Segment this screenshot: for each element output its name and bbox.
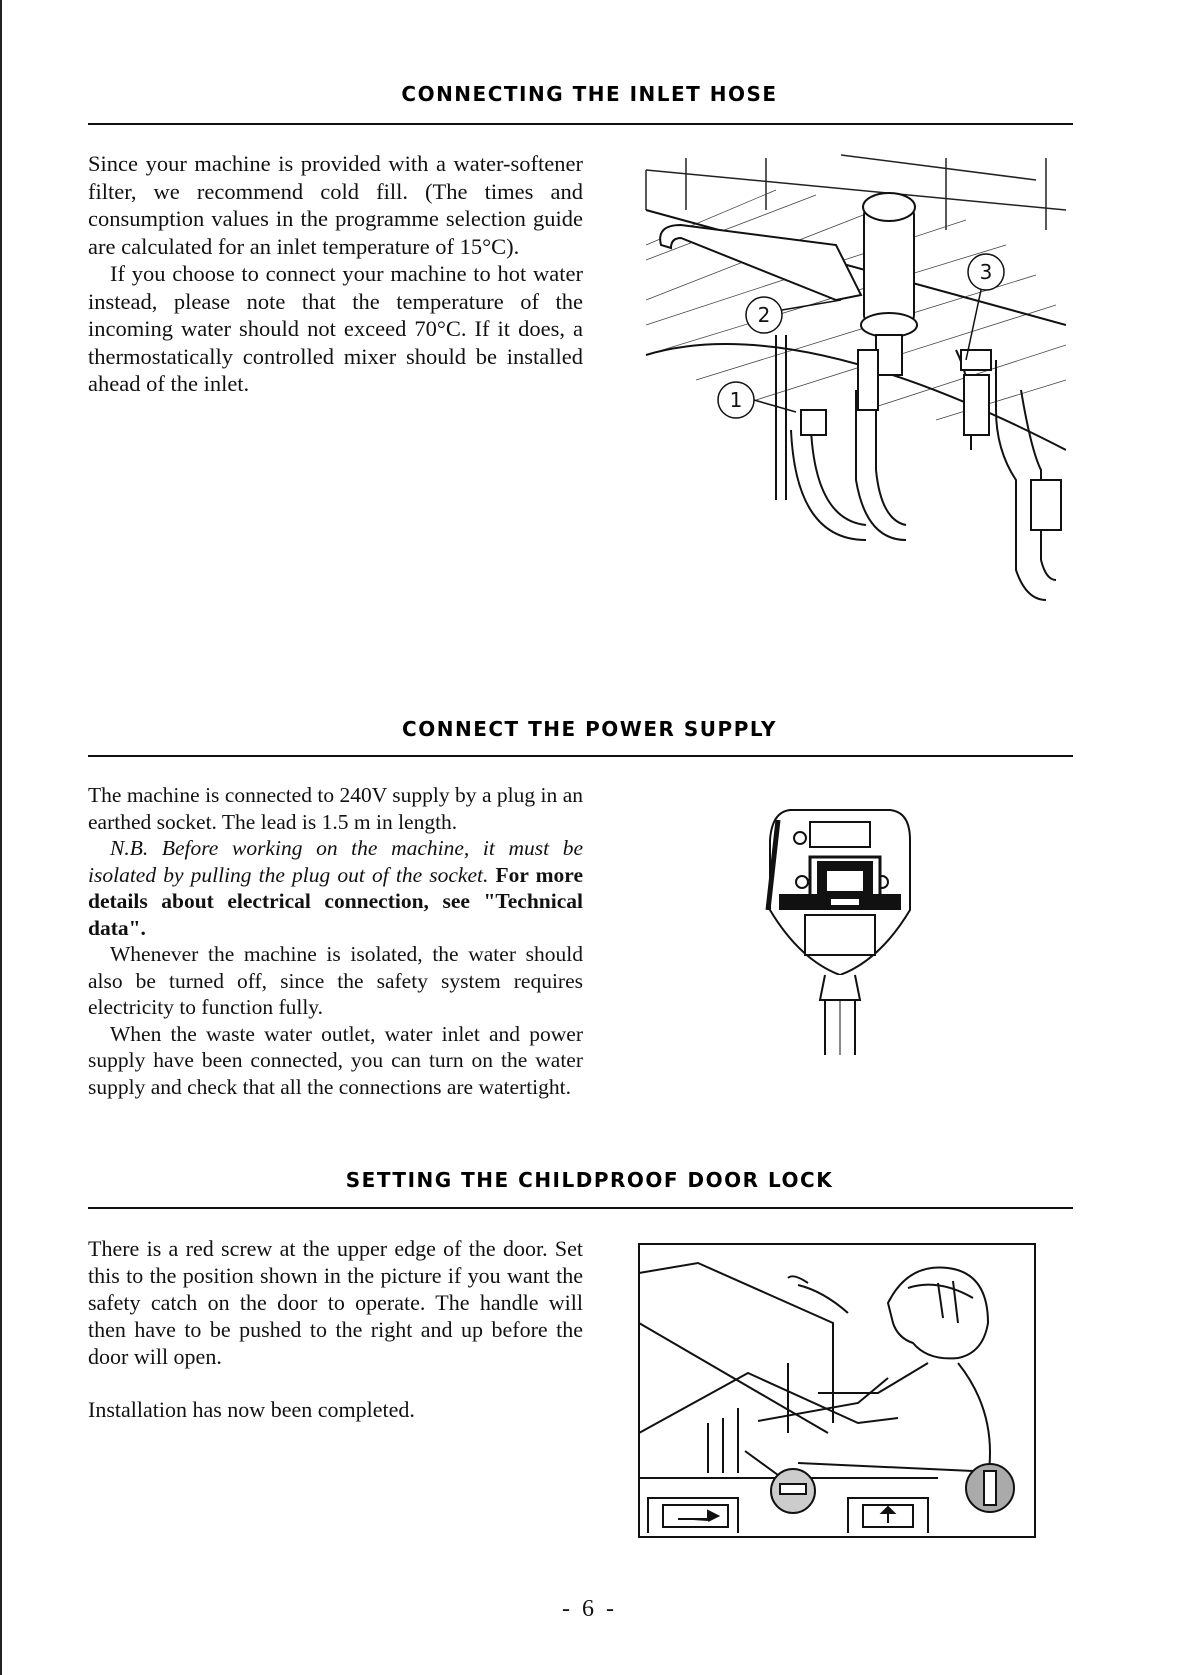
paragraph: There is a red screw at the upper edge of the door. Set this to the position shown in the picture if you want the safety catch on the door to operate. The handle will then have to be pushed to the right and up before the door will open. [88,1236,583,1369]
callout-1: 1 [729,388,743,412]
callout-2: 2 [757,303,771,327]
section-heading-power-supply: CONNECT THE POWER SUPPLY [402,717,777,741]
section-divider [88,123,1073,125]
paragraph: Installation has now been completed. [88,1397,415,1422]
paragraph: Whenever the machine is isolated, the water should also be turned off, since the safety system requires electricity to function fully. [88,942,583,1019]
paragraph: Since your machine is provided with a water-softener filter, we recommend cold fill. (The times and consumption values in the programme selection guide are calculated for an inlet temperature of 15°C). [88,151,583,259]
paragraph: When the waste water outlet, water inlet and power supply have been connected, you can turn on the water supply and check that all the connections are watertight. [88,1021,583,1099]
inlet-hose-text [88,150,583,398]
power-supply-text [88,782,583,1100]
section-heading-childproof-lock: SETTING THE CHILDPROOF DOOR LOCK [345,1168,834,1192]
paragraph: If you choose to connect your machine to hot water instead, please note that the temperature of the incoming water should not exceed 70°C. If it does, a thermostatically controlled mixer should be installed ahead of the inlet. [88,261,583,396]
section-divider [88,755,1073,757]
section-divider [88,1207,1073,1209]
isolation-warning: N.B. Before working on the machine, it must be isolated by pulling the plug out of the socket. [88,836,583,887]
paragraph: The machine is connected to 240V supply by a plug in an earthed socket. The lead is 1.5 m in length. [88,783,583,834]
childproof-lock-illustration [638,1243,1036,1538]
safety-note [88,835,583,941]
callout-3: 3 [979,260,993,284]
technical-data-reference: For more details about electrical connection, see "Technical data". [88,862,583,940]
plug-illustration [760,800,920,1060]
childproof-lock-text [88,1235,583,1423]
section-heading-inlet-hose: CONNECTING THE INLET HOSE [401,82,778,106]
inlet-hose-illustration [636,150,1066,620]
page-number: - 6 - [562,1596,617,1622]
